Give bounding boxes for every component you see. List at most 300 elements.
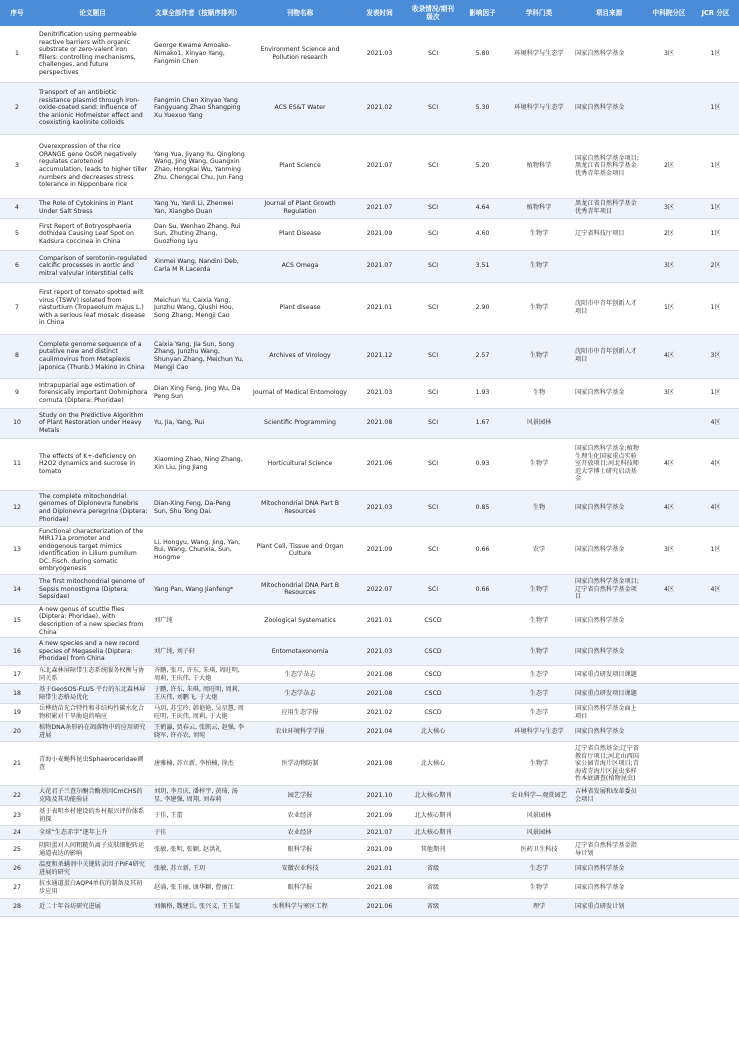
cell-jcr-zone: 2区 bbox=[692, 250, 739, 282]
cell-journal: Journal of Medical Entomology bbox=[248, 378, 352, 408]
table-row bbox=[0, 704, 739, 722]
cell-title: A new species and a new record species of Megaselia (Diptera: Phoridae) from China bbox=[34, 638, 151, 666]
cell-cas-zone bbox=[646, 806, 692, 826]
cell-journal: Zoological Systematics bbox=[248, 604, 352, 637]
cell-cas-zone bbox=[646, 860, 692, 878]
cell-journal: 眼科学报 bbox=[248, 840, 352, 860]
cell-authors: 刘玥, 李月庆, 潘梓宇, 黄琦, 汤星, 李建强, 周翔, 刘春莉 bbox=[151, 786, 248, 806]
cell-date: 2021.10 bbox=[352, 786, 407, 806]
cell-journal: 应用生态学报 bbox=[248, 704, 352, 722]
cell-date: 2021.09 bbox=[352, 526, 407, 574]
cell-date: 2021.02 bbox=[352, 82, 407, 134]
cell-impact-factor bbox=[459, 742, 506, 786]
header-cell-cas-zone: 中科院分区 bbox=[646, 0, 692, 26]
cell-index: SCI bbox=[407, 334, 459, 378]
cell-no: 2 bbox=[0, 82, 34, 134]
cell-title: 青海小麦蝇科昆虫Sphaeroceridae调查 bbox=[34, 742, 151, 786]
cell-jcr-zone: 1区 bbox=[692, 218, 739, 250]
cell-index: CSCD bbox=[407, 684, 459, 704]
cell-subject: 生物学 bbox=[506, 604, 572, 637]
cell-subject: 生物 bbox=[506, 490, 572, 526]
cell-source bbox=[572, 806, 646, 826]
cell-cas-zone bbox=[646, 786, 692, 806]
cell-source: 国家自然科学基金 bbox=[572, 82, 646, 134]
cell-authors: 刘广纯 bbox=[151, 604, 248, 637]
cell-index: SCI bbox=[407, 526, 459, 574]
cell-journal: Horticultural Science bbox=[248, 438, 352, 490]
cell-title: 基于GeoSOS-FLUS 平台的东北森林屏障带生态格局优化 bbox=[34, 684, 151, 704]
cell-date: 2021.07 bbox=[352, 250, 407, 282]
cell-title: Complete genome sequence of a putative new and distinct caulimovirus from Metaplexis japonica (Thunb.) Makino in China bbox=[34, 334, 151, 378]
cell-impact-factor bbox=[459, 604, 506, 637]
cell-authors: 刘广纯, 刘子轩 bbox=[151, 638, 248, 666]
cell-cas-zone: 4区 bbox=[646, 490, 692, 526]
cell-no: 6 bbox=[0, 250, 34, 282]
cell-cas-zone: 4区 bbox=[646, 574, 692, 604]
table-row bbox=[0, 250, 739, 282]
cell-date: 2021.01 bbox=[352, 282, 407, 334]
cell-date: 2021.07 bbox=[352, 826, 407, 840]
cell-index: CSCD bbox=[407, 638, 459, 666]
cell-journal: Entomotaxonomia bbox=[248, 638, 352, 666]
cell-no: 13 bbox=[0, 526, 34, 574]
cell-title: The complete mitochondrial genomes of Diplonevra funebris and Diplonevra peregrina (Diptera: Phoridae) bbox=[34, 490, 151, 526]
cell-journal: 医学动物防制 bbox=[248, 742, 352, 786]
cell-source: 国家自然科学基金 bbox=[572, 26, 646, 82]
cell-index: SCI bbox=[407, 378, 459, 408]
cell-subject: 环境科学与生态学 bbox=[506, 26, 572, 82]
cell-cas-zone: 3区 bbox=[646, 250, 692, 282]
cell-authors: 张敏, 苏立新, 王玥 bbox=[151, 860, 248, 878]
cell-title: 植物DNA条形码在凋落物中的应用研究进展 bbox=[34, 722, 151, 742]
cell-source: 国家自然科学基金 bbox=[572, 860, 646, 878]
cell-authors: 于佳, 王蕾 bbox=[151, 806, 248, 826]
cell-cas-zone: 3区 bbox=[646, 198, 692, 218]
cell-index: SCI bbox=[407, 490, 459, 526]
cell-authors: 于佳 bbox=[151, 826, 248, 840]
table-row bbox=[0, 638, 739, 666]
cell-source: 黑龙江省自然科学基金优秀青年项目 bbox=[572, 198, 646, 218]
cell-source bbox=[572, 250, 646, 282]
cell-cas-zone: 4区 bbox=[646, 334, 692, 378]
cell-source: 吉林省发展和改革委员会项目 bbox=[572, 786, 646, 806]
header-cell-source: 项目来源 bbox=[572, 0, 646, 26]
header-cell-journal: 刊物名称 bbox=[248, 0, 352, 26]
cell-date: 2021.06 bbox=[352, 898, 407, 916]
cell-impact-factor: 2.90 bbox=[459, 282, 506, 334]
table-row bbox=[0, 722, 739, 742]
cell-no: 22 bbox=[0, 786, 34, 806]
table-row bbox=[0, 860, 739, 878]
cell-index: 北大核心期刊 bbox=[407, 826, 459, 840]
cell-subject: 生态学 bbox=[506, 684, 572, 704]
cell-authors: 齐鹏, 张月, 许东, 朱琪, 周旺明, 周莉, 王庆伟, 于大炮 bbox=[151, 666, 248, 684]
cell-title: 温度和杀螨剂中关键转录因子PIF4研究进展的研究 bbox=[34, 860, 151, 878]
cell-authors: Yu, Jia, Yang, Rui bbox=[151, 408, 248, 438]
cell-source: 国家自然科学基金项目;黑龙江省自然科学基金优秀青年基金项目 bbox=[572, 134, 646, 198]
cell-index: SCI bbox=[407, 574, 459, 604]
cell-subject: 生物学 bbox=[506, 250, 572, 282]
cell-impact-factor bbox=[459, 786, 506, 806]
cell-no: 3 bbox=[0, 134, 34, 198]
cell-cas-zone: 3区 bbox=[646, 378, 692, 408]
cell-source: 国家自然科学基金 bbox=[572, 638, 646, 666]
table-row bbox=[0, 438, 739, 490]
table-row bbox=[0, 786, 739, 806]
cell-title: Denitrification using permeable reactive barriers with organic substrate or zero-valent iron fillers: controlling mechanisms, challenges, and future perspectives bbox=[34, 26, 151, 82]
cell-cas-zone bbox=[646, 638, 692, 666]
cell-index: 北大核心 bbox=[407, 742, 459, 786]
cell-source: 国家重点研发项目课题 bbox=[572, 684, 646, 704]
header-cell-date: 发表时间 bbox=[352, 0, 407, 26]
cell-impact-factor: 5.80 bbox=[459, 26, 506, 82]
cell-subject: 植物科学 bbox=[506, 198, 572, 218]
cell-title: 全球“生态赤字”逐年上升 bbox=[34, 826, 151, 840]
cell-impact-factor: 1.93 bbox=[459, 378, 506, 408]
cell-jcr-zone: 3区 bbox=[692, 334, 739, 378]
cell-date: 2021.07 bbox=[352, 198, 407, 218]
header-cell-index: 收录情况/期刊级次 bbox=[407, 0, 459, 26]
cell-authors: Yang Pan, Wang Jianfeng* bbox=[151, 574, 248, 604]
cell-impact-factor: 4.64 bbox=[459, 198, 506, 218]
cell-authors: 张敏, 张明, 张颖, 赵洪礼 bbox=[151, 840, 248, 860]
cell-index: 省级 bbox=[407, 878, 459, 898]
cell-source: 国家自然科学基金面上项目 bbox=[572, 704, 646, 722]
cell-index: SCI bbox=[407, 282, 459, 334]
cell-journal: Scientific Programming bbox=[248, 408, 352, 438]
cell-impact-factor bbox=[459, 860, 506, 878]
cell-cas-zone: 2区 bbox=[646, 134, 692, 198]
cell-cas-zone bbox=[646, 826, 692, 840]
cell-no: 20 bbox=[0, 722, 34, 742]
cell-jcr-zone: 1区 bbox=[692, 26, 739, 82]
cell-index: 省级 bbox=[407, 860, 459, 878]
cell-source: 辽宁省科技厅项目 bbox=[572, 218, 646, 250]
cell-date: 2021.09 bbox=[352, 840, 407, 860]
table-row bbox=[0, 198, 739, 218]
cell-subject: 理学 bbox=[506, 898, 572, 916]
cell-journal: Archives of Virology bbox=[248, 334, 352, 378]
cell-jcr-zone bbox=[692, 722, 739, 742]
cell-index: SCI bbox=[407, 218, 459, 250]
cell-date: 2021.01 bbox=[352, 604, 407, 637]
cell-subject: 生态学 bbox=[506, 666, 572, 684]
cell-date: 2021.09 bbox=[352, 218, 407, 250]
table-row bbox=[0, 82, 739, 134]
cell-impact-factor bbox=[459, 722, 506, 742]
cell-source: 国家重点研发计划 bbox=[572, 898, 646, 916]
table-row bbox=[0, 26, 739, 82]
cell-title: 阴阳蛋对人间粗糙负离子皮肤细胞转运通道表达的影响 bbox=[34, 840, 151, 860]
cell-source: 沈阳市中青年创新人才项目 bbox=[572, 334, 646, 378]
cell-source: 辽宁省自然基金;辽宁省教育厅项目;河北山西国家公园青海片区项目;青海省青海片区昆虫多样性本底调查(植物昆虫) bbox=[572, 742, 646, 786]
cell-jcr-zone bbox=[692, 604, 739, 637]
cell-index: 省级 bbox=[407, 898, 459, 916]
cell-authors: Xinmei Wang, Nandini Deb, Carla M R Lacerda bbox=[151, 250, 248, 282]
cell-authors: Li, Hongyu, Wang, Jing, Yan, Rui, Wang, Chunxia, Sun, Hongme bbox=[151, 526, 248, 574]
cell-date: 2021.04 bbox=[352, 722, 407, 742]
cell-journal: 农业经济 bbox=[248, 826, 352, 840]
cell-jcr-zone bbox=[692, 826, 739, 840]
cell-journal: 安徽农业科技 bbox=[248, 860, 352, 878]
cell-authors: 马玥, 苏宝玲, 韩艳艳, 吴星慧, 周旺明, 王庆伟, 周莉, 于大炮 bbox=[151, 704, 248, 722]
cell-authors: Yang Yu, Yanli Li, Zhenwei Yan, Xiangbo Duan bbox=[151, 198, 248, 218]
cell-subject: 生物学 bbox=[506, 638, 572, 666]
cell-jcr-zone: 1区 bbox=[692, 198, 739, 218]
cell-date: 2021.08 bbox=[352, 408, 407, 438]
cell-no: 19 bbox=[0, 704, 34, 722]
table-row bbox=[0, 666, 739, 684]
cell-title: Overexpression of the rice ORANGE gene OsOR negatively regulates carotenoid accumulation, leads to higher tiller numbers and decreases stress tolerance in Nipponbare rice bbox=[34, 134, 151, 198]
table-row bbox=[0, 742, 739, 786]
cell-title: 基于表明乡村建设的乡村振兴评价体系初探 bbox=[34, 806, 151, 826]
cell-journal: 水利科学与寒区工程 bbox=[248, 898, 352, 916]
cell-journal: Journal of Plant Growth Regulation bbox=[248, 198, 352, 218]
cell-title: Intrapuparial age estimation of forensically important Dohrniphora cornuta (Diptera: Phoridae) bbox=[34, 378, 151, 408]
cell-impact-factor bbox=[459, 840, 506, 860]
cell-impact-factor: 5.20 bbox=[459, 134, 506, 198]
cell-subject: 生物学 bbox=[506, 334, 572, 378]
cell-source: 国家自然科学基金;植物生理生化国家重点实验室开放项目;河北科技师范大学博士研究启动基金 bbox=[572, 438, 646, 490]
cell-cas-zone bbox=[646, 408, 692, 438]
cell-authors: Caixia Yang, Jia Sun, Song Zhang, Junzhu Wang, Shunyan Zhang, Meichun Yu, Mengji Cao bbox=[151, 334, 248, 378]
cell-authors: 刘佩格, 魏建兵, 张兴义, 王玉玺 bbox=[151, 898, 248, 916]
cell-authors: 赵涌, 张玉丽, 康华颖, 曹丽江 bbox=[151, 878, 248, 898]
cell-journal: 生态学杂志 bbox=[248, 666, 352, 684]
table-row bbox=[0, 490, 739, 526]
cell-subject: 生物学 bbox=[506, 282, 572, 334]
cell-title: First Report of Botryosphaeria dothidea Causing Leaf Spot on Kadsura coccinea in China bbox=[34, 218, 151, 250]
cell-source: 国家自然科学基金 bbox=[572, 526, 646, 574]
cell-index: SCI bbox=[407, 250, 459, 282]
cell-no: 9 bbox=[0, 378, 34, 408]
cell-jcr-zone bbox=[692, 898, 739, 916]
cell-date: 2021.08 bbox=[352, 878, 407, 898]
table-row bbox=[0, 684, 739, 704]
cell-subject: 农业科学—观赏园艺 bbox=[506, 786, 572, 806]
cell-journal: ACS Omega bbox=[248, 250, 352, 282]
cell-date: 2021.08 bbox=[352, 684, 407, 704]
cell-jcr-zone: 4区 bbox=[692, 490, 739, 526]
cell-no: 23 bbox=[0, 806, 34, 826]
cell-no: 14 bbox=[0, 574, 34, 604]
table-row bbox=[0, 334, 739, 378]
cell-cas-zone bbox=[646, 704, 692, 722]
cell-jcr-zone bbox=[692, 878, 739, 898]
cell-source: 国家自然科学基金 bbox=[572, 722, 646, 742]
cell-cas-zone bbox=[646, 666, 692, 684]
cell-jcr-zone bbox=[692, 860, 739, 878]
cell-no: 25 bbox=[0, 840, 34, 860]
cell-subject: 环境科学与生态学 bbox=[506, 722, 572, 742]
cell-date: 2022.07 bbox=[352, 574, 407, 604]
cell-impact-factor: 3.51 bbox=[459, 250, 506, 282]
cell-source bbox=[572, 826, 646, 840]
cell-jcr-zone: 1区 bbox=[692, 82, 739, 134]
cell-jcr-zone: 4区 bbox=[692, 438, 739, 490]
cell-jcr-zone bbox=[692, 742, 739, 786]
cell-journal: 农业经济 bbox=[248, 806, 352, 826]
cell-authors: Fangmin Chen Xinyao Yang Fangyuang Zhao Shangping Xu Yuexuo Yang bbox=[151, 82, 248, 134]
cell-cas-zone: 4区 bbox=[646, 438, 692, 490]
cell-cas-zone bbox=[646, 82, 692, 134]
cell-cas-zone bbox=[646, 742, 692, 786]
cell-index: SCI bbox=[407, 134, 459, 198]
table-row bbox=[0, 408, 739, 438]
cell-journal: Environment Science and Pollution research bbox=[248, 26, 352, 82]
cell-jcr-zone bbox=[692, 666, 739, 684]
cell-journal: 农业环境科学学报 bbox=[248, 722, 352, 742]
cell-impact-factor: 0.66 bbox=[459, 574, 506, 604]
cell-title: 大花君子兰查尔酮合酶基因CmCHS的克隆及其功能验证 bbox=[34, 786, 151, 806]
cell-date: 2021.12 bbox=[352, 334, 407, 378]
cell-subject: 生态学 bbox=[506, 860, 572, 878]
cell-jcr-zone: 4区 bbox=[692, 408, 739, 438]
cell-cas-zone bbox=[646, 898, 692, 916]
header-cell-no: 序号 bbox=[0, 0, 34, 26]
cell-authors: George Kwame Amoako-Nimako1, Xinyao Yang, Fangmin Chen bbox=[151, 26, 248, 82]
cell-subject: 生物学 bbox=[506, 438, 572, 490]
cell-subject: 生物学 bbox=[506, 878, 572, 898]
cell-authors: Xiaoming Zhao, Ning Zhang, Xin Liu, Jing Jiang bbox=[151, 438, 248, 490]
cell-authors: Dian Xing Feng, Jing Wu, Da Peng Sun bbox=[151, 378, 248, 408]
cell-title: The first mitochondrial genome of Sepsis monostigma (Diptera: Sepsidae) bbox=[34, 574, 151, 604]
cell-jcr-zone: 1区 bbox=[692, 526, 739, 574]
table-row bbox=[0, 840, 739, 860]
cell-subject: 生物 bbox=[506, 378, 572, 408]
cell-source: 沈阳市中青年创新人才项目 bbox=[572, 282, 646, 334]
cell-title: Study on the Predictive Algorithm of Plant Restoration under Heavy Metals bbox=[34, 408, 151, 438]
cell-journal: ACS ES&T Water bbox=[248, 82, 352, 134]
cell-no: 4 bbox=[0, 198, 34, 218]
cell-jcr-zone bbox=[692, 840, 739, 860]
cell-cas-zone: 1区 bbox=[646, 282, 692, 334]
header-cell-subject: 学科门类 bbox=[506, 0, 572, 26]
cell-no: 1 bbox=[0, 26, 34, 82]
cell-subject: 医药卫生科技 bbox=[506, 840, 572, 860]
cell-no: 18 bbox=[0, 684, 34, 704]
cell-authors: Meichun Yu, Caixia Yang, Junzhu Wang, Qiushi Hou, Song Zhang, Mengji Cao bbox=[151, 282, 248, 334]
cell-no: 8 bbox=[0, 334, 34, 378]
cell-cas-zone: 2区 bbox=[646, 218, 692, 250]
cell-impact-factor: 4.60 bbox=[459, 218, 506, 250]
cell-date: 2021.02 bbox=[352, 704, 407, 722]
cell-impact-factor bbox=[459, 806, 506, 826]
cell-no: 21 bbox=[0, 742, 34, 786]
cell-authors: 王鹤瀛, 贾春云, 张凯云, 赵强, 李晓军, 许亦农, 刘宛 bbox=[151, 722, 248, 742]
cell-journal: 眼科学报 bbox=[248, 878, 352, 898]
cell-journal: 园艺学报 bbox=[248, 786, 352, 806]
cell-index: SCI bbox=[407, 82, 459, 134]
cell-title: Comparison of serotonin-regulated calcific processes in aortic and mitral valvular interstitial cells bbox=[34, 250, 151, 282]
cell-source: 国家自然科学基金 bbox=[572, 878, 646, 898]
cell-no: 11 bbox=[0, 438, 34, 490]
cell-no: 12 bbox=[0, 490, 34, 526]
cell-no: 26 bbox=[0, 860, 34, 878]
cell-index: SCI bbox=[407, 408, 459, 438]
cell-no: 5 bbox=[0, 218, 34, 250]
cell-impact-factor bbox=[459, 684, 506, 704]
cell-jcr-zone: 1区 bbox=[692, 134, 739, 198]
cell-title: First report of tomato spotted wilt virus (TSWV) isolated from nasturtium (Tropaeolum majus L.) with a serious leaf mosaic disease in China bbox=[34, 282, 151, 334]
cell-title: A new genus of scuttle flies (Diptera: Phoridae), with description of a new species from China bbox=[34, 604, 151, 637]
cell-no: 24 bbox=[0, 826, 34, 840]
cell-journal: Mitochondrial DNA Part B Resources bbox=[248, 574, 352, 604]
cell-title: 近二十年谷坊研究进展 bbox=[34, 898, 151, 916]
cell-cas-zone: 3区 bbox=[646, 26, 692, 82]
table-row bbox=[0, 604, 739, 637]
cell-no: 15 bbox=[0, 604, 34, 637]
cell-no: 27 bbox=[0, 878, 34, 898]
cell-impact-factor bbox=[459, 704, 506, 722]
cell-subject: 生态学 bbox=[506, 704, 572, 722]
cell-cas-zone bbox=[646, 722, 692, 742]
cell-no: 17 bbox=[0, 666, 34, 684]
cell-date: 2021.08 bbox=[352, 742, 407, 786]
cell-subject: 生物学 bbox=[506, 742, 572, 786]
cell-cas-zone: 3区 bbox=[646, 526, 692, 574]
cell-authors: Dan Su, Wenhao Zhang, Rui Sun, Zhuting Zhang, Guozhong Lyu bbox=[151, 218, 248, 250]
cell-subject: 风景园林 bbox=[506, 408, 572, 438]
cell-impact-factor: 0.93 bbox=[459, 438, 506, 490]
cell-title: 岳桦幼苗光合特性和非结构性碳水化合物积累对干旱胁迫的响应 bbox=[34, 704, 151, 722]
cell-no: 28 bbox=[0, 898, 34, 916]
cell-source: 国家自然科学基金 bbox=[572, 490, 646, 526]
cell-index: CSCD bbox=[407, 604, 459, 637]
cell-subject: 风景园林 bbox=[506, 826, 572, 840]
table-row bbox=[0, 282, 739, 334]
cell-source: 国家自然科学基金 bbox=[572, 378, 646, 408]
cell-jcr-zone: 1区 bbox=[692, 378, 739, 408]
cell-impact-factor: 0.66 bbox=[459, 526, 506, 574]
cell-no: 10 bbox=[0, 408, 34, 438]
cell-source: 国家自然科学基金项目;辽宁省自然科学基金项目 bbox=[572, 574, 646, 604]
table-row bbox=[0, 378, 739, 408]
cell-jcr-zone bbox=[692, 786, 739, 806]
header-cell-impact-factor: 影响因子 bbox=[459, 0, 506, 26]
table-row bbox=[0, 826, 739, 840]
header-cell-title: 论文题目 bbox=[34, 0, 151, 26]
cell-subject: 植物科学 bbox=[506, 134, 572, 198]
cell-title: 东北森林屏障带生态系统服务权衡与协同关系 bbox=[34, 666, 151, 684]
cell-jcr-zone bbox=[692, 704, 739, 722]
cell-cas-zone bbox=[646, 604, 692, 637]
cell-date: 2021.08 bbox=[352, 666, 407, 684]
cell-impact-factor: 0.85 bbox=[459, 490, 506, 526]
cell-source: 国家自然科学基金 bbox=[572, 604, 646, 637]
cell-no: 7 bbox=[0, 282, 34, 334]
cell-source: 国家重点研发项目课题 bbox=[572, 666, 646, 684]
cell-title: The effects of K+-deficiency on H2O2 dynamics and sucrose in tomato bbox=[34, 438, 151, 490]
cell-impact-factor bbox=[459, 638, 506, 666]
cell-subject: 生物学 bbox=[506, 574, 572, 604]
cell-index: 北大核心期刊 bbox=[407, 786, 459, 806]
cell-date: 2021.07 bbox=[352, 134, 407, 198]
cell-jcr-zone: 4区 bbox=[692, 574, 739, 604]
cell-journal: Mitochondrial DNA Part B Resources bbox=[248, 490, 352, 526]
cell-index: SCI bbox=[407, 438, 459, 490]
cell-journal: Plant Cell, Tissue and Organ Culture bbox=[248, 526, 352, 574]
cell-date: 2021.01 bbox=[352, 860, 407, 878]
cell-index: SCI bbox=[407, 198, 459, 218]
table-row bbox=[0, 218, 739, 250]
cell-impact-factor bbox=[459, 898, 506, 916]
cell-title: The Role of Cytokinins in Plant Under Salt Stress bbox=[34, 198, 151, 218]
cell-journal: Plant disease bbox=[248, 282, 352, 334]
cell-subject: 风景园林 bbox=[506, 806, 572, 826]
cell-jcr-zone bbox=[692, 638, 739, 666]
cell-impact-factor: 5.30 bbox=[459, 82, 506, 134]
